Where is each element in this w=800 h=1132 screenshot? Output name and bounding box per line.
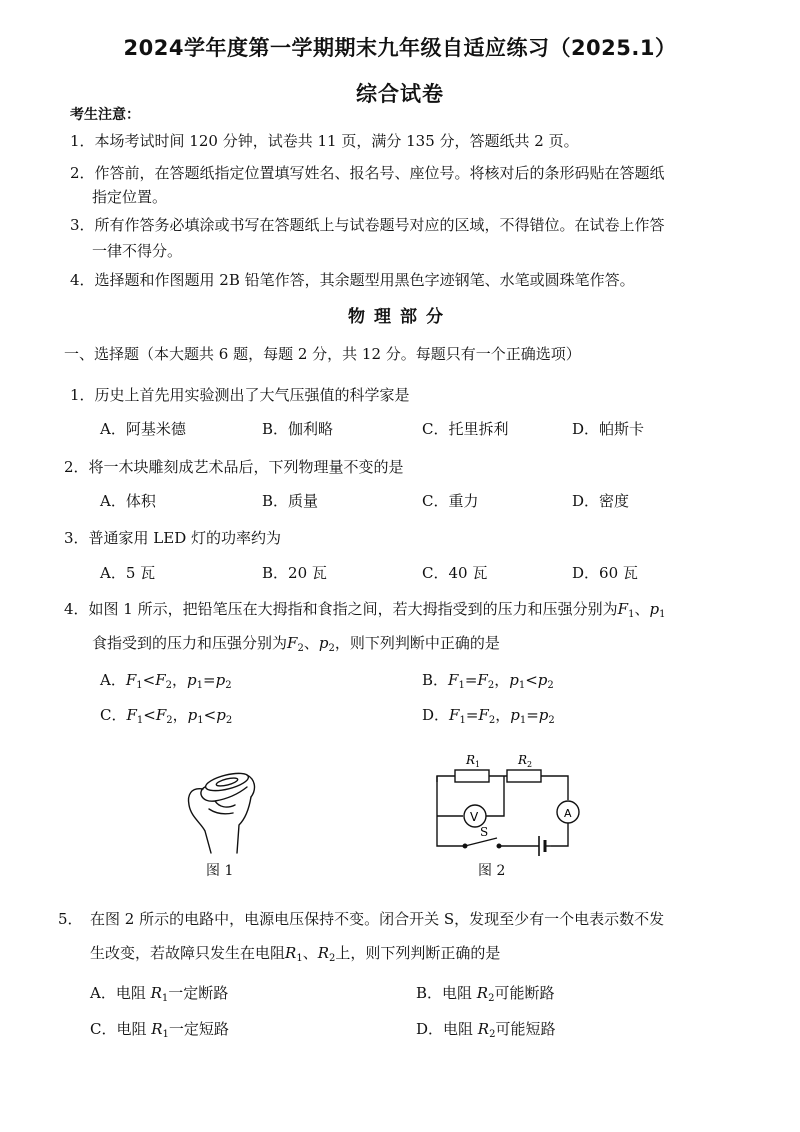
question-4-stem-line2: 食指受到的压力和压强分别为$F_2$、$p_2$，则下列判断中正确的是: [92, 634, 500, 654]
exam-title: 2024学年度第一学期期末九年级自适应练习（2025.1）: [123, 36, 677, 60]
question-4-stem-line1: 4．如图 1 所示，把铅笔压在大拇指和食指之间，若大拇指受到的压力和压强分别为$F_1$、$p_1$: [64, 600, 666, 620]
q1-option-b: B．伽利略: [262, 420, 334, 438]
figure-2-circuit: [425, 750, 595, 860]
resistor-r1: [455, 770, 489, 782]
q2-option-a: A．体积: [100, 492, 156, 510]
r2-label: $R_2$: [518, 753, 533, 769]
q5-option-d: D．电阻 $R_2$可能短路: [416, 1020, 556, 1040]
q3-option-c: C．40 瓦: [422, 564, 488, 582]
voltmeter-label: V: [470, 810, 479, 824]
notice-item: 指定位置。: [92, 188, 168, 206]
notice-heading: 考生注意：: [70, 107, 140, 123]
notice-item: 1．本场考试时间 120 分钟，试卷共 11 页，满分 135 分，答题纸共 2 页。: [70, 132, 579, 150]
ammeter-label: A: [564, 807, 572, 820]
notice-item: 一律不得分。: [92, 242, 183, 260]
question-1-stem: 1．历史上首先用实验测出了大气压强值的科学家是: [70, 386, 410, 404]
resistor-r2: [507, 770, 541, 782]
q5-option-c: C．电阻 $R_1$一定短路: [90, 1020, 229, 1040]
figure-1-hand-pencil: [175, 765, 275, 855]
notice-item: 4．选择题和作图题用 2B 铅笔作答，其余题型用黑色字迹钢笔、水笔或圆珠笔作答。: [70, 271, 635, 289]
figure-2-caption: 图 2: [478, 863, 506, 879]
q3-option-b: B．20 瓦: [262, 564, 327, 582]
section-title: 物理部分: [348, 307, 452, 327]
figure-1-caption: 图 1: [206, 863, 234, 879]
q5-option-b: B．电阻 $R_2$可能断路: [416, 984, 555, 1004]
notice-item: 3．所有作答务必填涂或书写在答题纸上与试卷题号对应的区域，不得错位。在试卷上作答: [70, 216, 665, 234]
switch-label: S: [480, 825, 489, 839]
question-3-stem: 3．普通家用 LED 灯的功率约为: [64, 529, 282, 547]
q5-option-a: A．电阻 $R_1$一定断路: [90, 984, 229, 1004]
r1-label: $R_1$: [466, 753, 481, 769]
q4-option-b: B．$F_1=F_2$，$p_1<p_2$: [422, 671, 554, 691]
question-2-stem: 2．将一木块雕刻成艺术品后，下列物理量不变的是: [64, 458, 404, 476]
q2-option-c: C．重力: [422, 492, 479, 510]
q1-option-d: D．帕斯卡: [572, 420, 645, 438]
q2-option-d: D．密度: [572, 492, 630, 510]
part-heading: 一、选择题（本大题共 6 题，每题 2 分，共 12 分。每题只有一个正确选项）: [64, 345, 581, 363]
q3-option-a: A．5 瓦: [100, 564, 156, 582]
notice-item: 2．作答前，在答题纸指定位置填写姓名、报名号、座位号。将核对后的条形码贴在答题纸: [70, 164, 665, 182]
q4-option-c: C．$F_1<F_2$，$p_1<p_2$: [100, 706, 233, 726]
q1-option-a: A．阿基米德: [100, 420, 186, 438]
q1-option-c: C．托里拆利: [422, 420, 509, 438]
q4-option-a: A．$F_1<F_2$，$p_1=p_2$: [100, 671, 232, 691]
exam-subtitle: 综合试卷: [356, 82, 444, 106]
question-5-stem-line2: 生改变，若故障只发生在电阻$R_1$、$R_2$上，则下列判断正确的是: [90, 944, 501, 964]
q2-option-b: B．质量: [262, 492, 319, 510]
question-5-stem-line1: 5． 在图 2 所示的电路中，电源电压保持不变。闭合开关 S，发现至少有一个电表示数不发: [58, 910, 665, 928]
q4-option-d: D．$F_1=F_2$，$p_1=p_2$: [422, 706, 555, 726]
q3-option-d: D．60 瓦: [572, 564, 638, 582]
